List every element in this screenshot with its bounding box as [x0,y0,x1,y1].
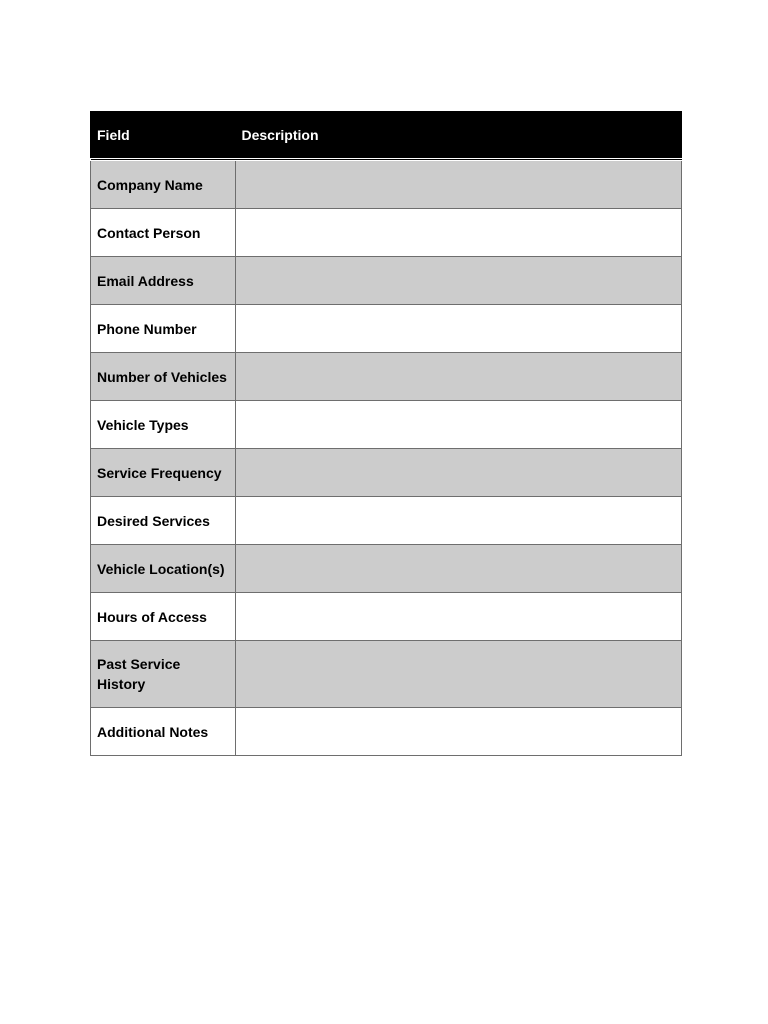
row-description-cell[interactable] [236,209,682,257]
table-row [91,401,682,449]
table-row [91,449,682,497]
row-field-label: Service Frequency [91,449,236,497]
table-header [91,111,682,160]
row-description-cell[interactable] [236,449,682,497]
row-field-label: Contact Person [91,209,236,257]
row-description-cell[interactable] [236,497,682,545]
header-row [91,111,682,160]
table-row [91,353,682,401]
table-row [91,305,682,353]
table-body [91,160,682,756]
row-field-label: Desired Services [91,497,236,545]
row-field-label: Hours of Access [91,593,236,641]
row-field-label: Vehicle Types [91,401,236,449]
table-row [91,257,682,305]
header-description: Description [236,111,682,160]
row-description-cell[interactable] [236,593,682,641]
row-field-label: Number of Vehicles [91,353,236,401]
table-row [91,593,682,641]
row-description-cell[interactable] [236,353,682,401]
table-row [91,641,682,708]
row-description-cell[interactable] [236,708,682,756]
row-description-cell[interactable] [236,641,682,708]
row-field-label: Vehicle Location(s) [91,545,236,593]
row-description-cell[interactable] [236,160,682,209]
header-field: Field [91,111,236,160]
row-description-cell[interactable] [236,545,682,593]
row-description-cell[interactable] [236,257,682,305]
table-row [91,160,682,209]
row-field-label: Past Service History [91,641,236,708]
row-field-label: Additional Notes [91,708,236,756]
row-field-label: Email Address [91,257,236,305]
row-description-cell[interactable] [236,401,682,449]
row-field-label: Phone Number [91,305,236,353]
form-table [90,111,682,756]
table-row [91,497,682,545]
table-row [91,545,682,593]
row-field-label: Company Name [91,160,236,209]
row-description-cell[interactable] [236,305,682,353]
table-row [91,209,682,257]
table-row [91,708,682,756]
